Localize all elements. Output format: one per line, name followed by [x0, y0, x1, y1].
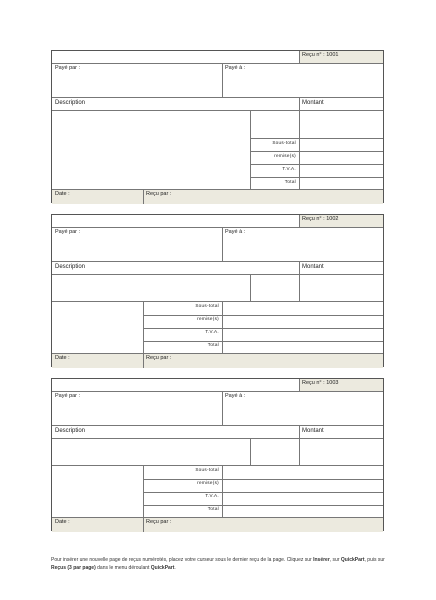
receipt-3: [51, 378, 384, 531]
subtotal-label: Sous-total: [272, 140, 296, 145]
description-header: Description: [55, 428, 86, 434]
description-area[interactable]: [52, 111, 250, 189]
received-by-field[interactable]: Reçu par :: [146, 191, 172, 197]
receipt-number: 1002: [326, 216, 339, 222]
description-area[interactable]: [52, 439, 250, 465]
date-field[interactable]: Date :: [55, 191, 70, 197]
receipt-number: 1001: [326, 52, 339, 58]
received-by-field[interactable]: Reçu par :: [146, 519, 172, 525]
vat-label: T.V.A.: [205, 493, 219, 498]
paid-by-field[interactable]: Payé par :: [55, 65, 81, 71]
subtotal-label: Sous-total: [195, 467, 219, 472]
subtotal-label: Sous-total: [195, 303, 219, 308]
receipt-2: [51, 214, 384, 367]
discount-label: remise(s): [274, 153, 296, 158]
receipt-1: [51, 50, 384, 203]
amount-header: Montant: [302, 100, 324, 106]
amount-header: Montant: [302, 428, 324, 434]
paid-to-field[interactable]: Payé à :: [225, 393, 246, 399]
instructions-text: Pour insérer une nouvelle page de reçus numérotés, placez votre curseur sous le dernier reçu de la page. Cliquez sur Insérer, sur QuickPart, puis sur Reçus (3 par page) dans le menu déroulant QuickPart.: [51, 557, 385, 571]
vat-label: T.V.A.: [205, 329, 219, 334]
date-field[interactable]: Date :: [55, 355, 70, 361]
receipt-number-box: Reçu n° : 1001: [299, 51, 383, 63]
paid-by-field[interactable]: Payé par :: [55, 393, 81, 399]
receipt-number-box: Reçu n° : 1002: [299, 215, 383, 227]
vat-label: T.V.A.: [282, 166, 296, 171]
receipt-number-box: Reçu n° : 1003: [299, 379, 383, 391]
total-label: Total: [284, 179, 296, 184]
date-field[interactable]: Date :: [55, 519, 70, 525]
description-area[interactable]: [52, 275, 250, 301]
paid-by-field[interactable]: Payé par :: [55, 229, 81, 235]
receipt-number: 1003: [326, 380, 339, 386]
amount-header: Montant: [302, 264, 324, 270]
discount-label: remise(s): [197, 316, 219, 321]
description-header: Description: [55, 264, 86, 270]
received-by-field[interactable]: Reçu par :: [146, 355, 172, 361]
total-label: Total: [207, 342, 219, 347]
paid-to-field[interactable]: Payé à :: [225, 229, 246, 235]
discount-label: remise(s): [197, 480, 219, 485]
paid-to-field[interactable]: Payé à :: [225, 65, 246, 71]
description-header: Description: [55, 100, 86, 106]
total-label: Total: [207, 506, 219, 511]
